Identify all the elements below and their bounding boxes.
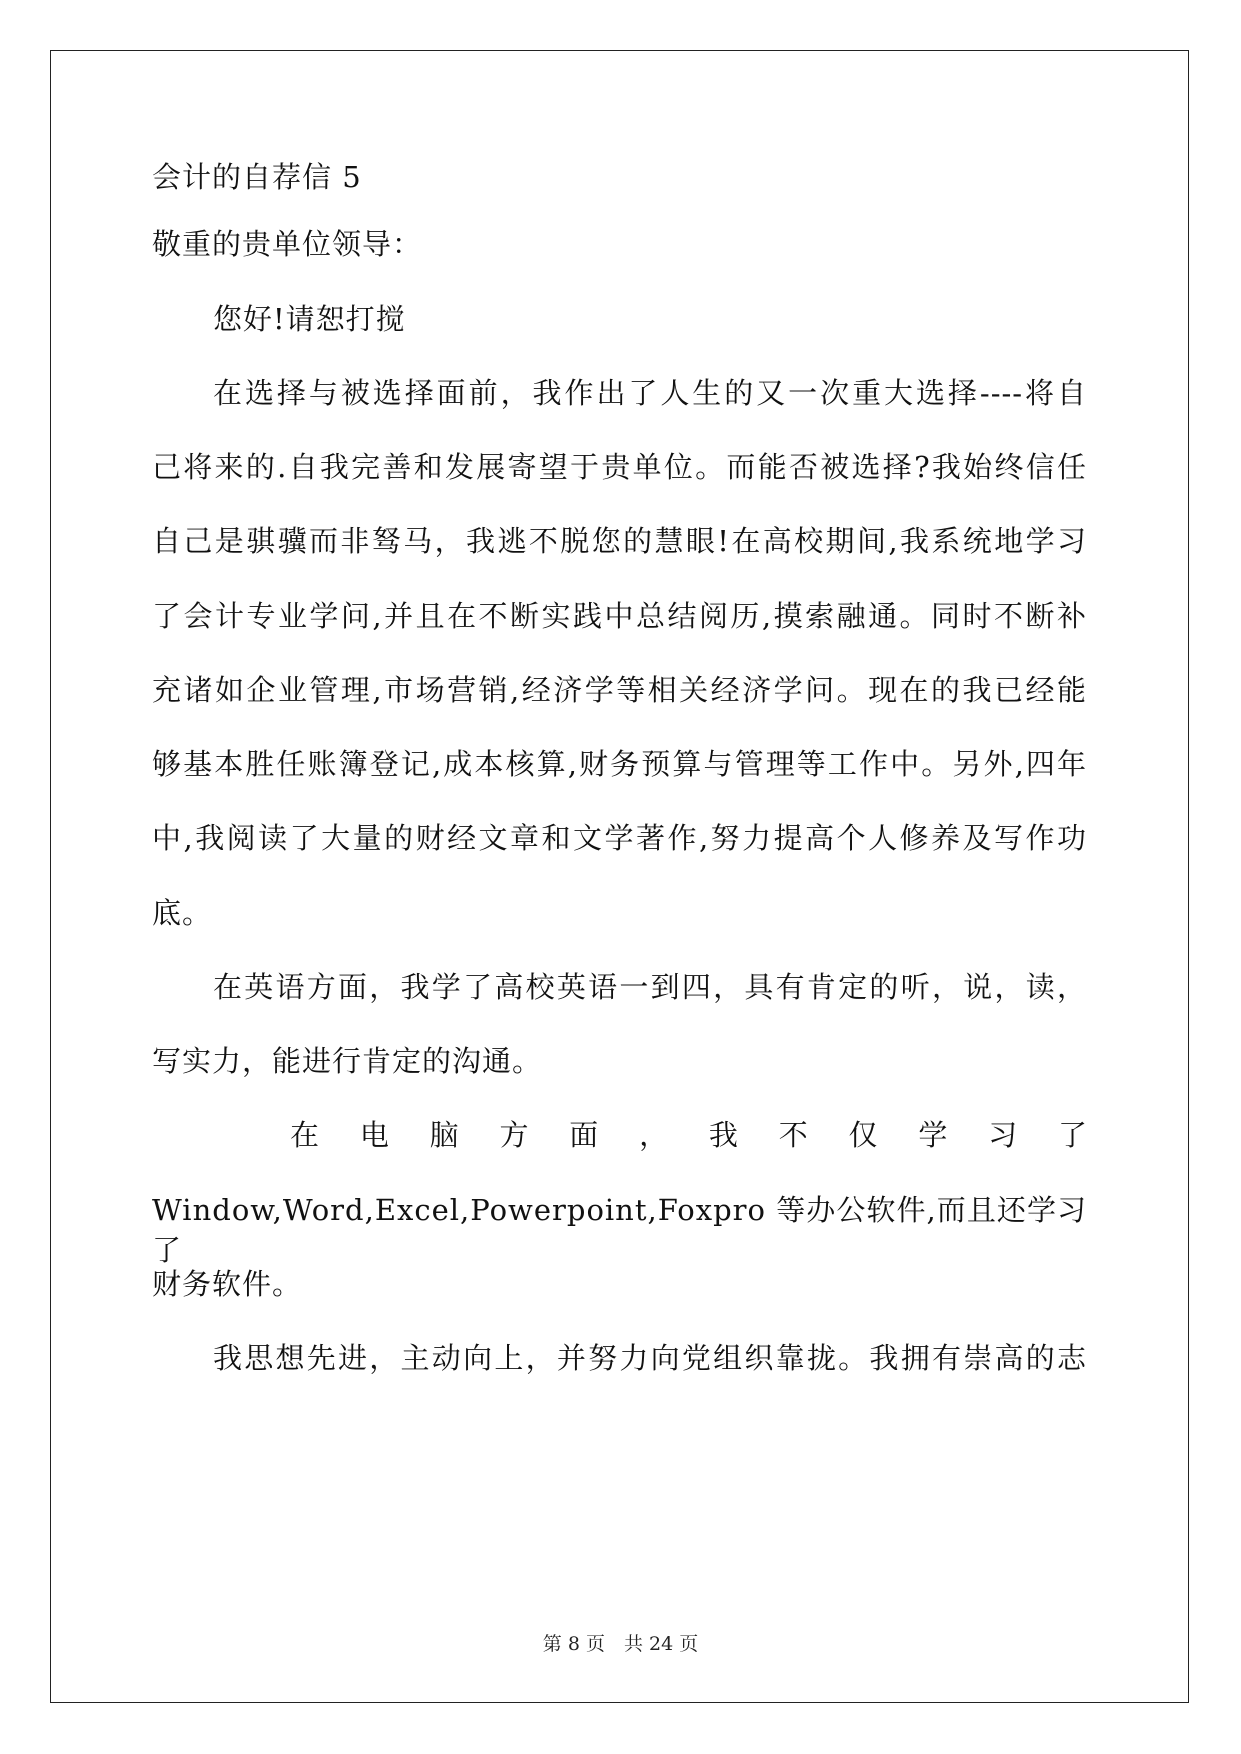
spread-char: ， [639,1118,669,1152]
spread-char: 面 [569,1118,599,1152]
spread-char: 学 [918,1118,948,1152]
spread-char: 我 [708,1118,738,1152]
spread-char: 在 [290,1118,320,1152]
paragraph-line: 够基本胜任账簿登记,成本核算,财务预算与管理等工作中。另外,四年 [152,747,1087,781]
spread-paragraph-line [290,1115,1087,1155]
page-number-footer: 第 8 页 共 24 页 [542,1633,699,1655]
paragraph-line: 了会计专业学问,并且在不断实践中总结阅历,摸索融通。同时不断补 [152,599,1087,633]
spread-char: 不 [778,1118,808,1152]
paragraph-line: 我思想先进，主动向上，并努力向党组织靠拢。我拥有崇高的志 [213,1341,1087,1375]
paragraph-line: Window,Word,Excel,Powerpoint,Foxpro 等办公软件,而且还学习了 [152,1193,1087,1267]
spread-char: 方 [499,1118,529,1152]
page-border [50,50,1189,1703]
document-title: 会计的自荐信 5 [152,160,362,194]
spread-char: 习 [988,1118,1018,1152]
salutation: 敬重的贵单位领导： [152,227,423,261]
paragraph-line: 自己是骐骥而非驽马，我逃不脱您的慧眼!在高校期间,我系统地学习 [152,524,1087,558]
paragraph-line: 在英语方面，我学了高校英语一到四，具有肯定的听，说，读， [213,970,1087,1004]
paragraph-line: 写实力，能进行肯定的沟通。 [152,1044,543,1078]
spread-char: 电 [359,1118,389,1152]
paragraph-line: 己将来的.自我完善和发展寄望于贵单位。而能否被选择?我始终信任 [152,450,1087,484]
paragraph-line: 充诸如企业管理,市场营销,经济学等相关经济学问。现在的我已经能 [152,673,1087,707]
spread-char: 脑 [429,1118,459,1152]
greeting: 您好!请恕打搅 [213,302,406,336]
spread-char: 仅 [848,1118,878,1152]
paragraph-line: 底。 [152,896,213,930]
spread-char: 了 [1057,1118,1087,1152]
paragraph-line: 财务软件。 [152,1267,303,1301]
paragraph-line: 中,我阅读了大量的财经文章和文学著作,努力提高个人修养及写作功 [152,821,1087,855]
paragraph-line: 在选择与被选择面前，我作出了人生的又一次重大选择----将自 [213,376,1087,410]
